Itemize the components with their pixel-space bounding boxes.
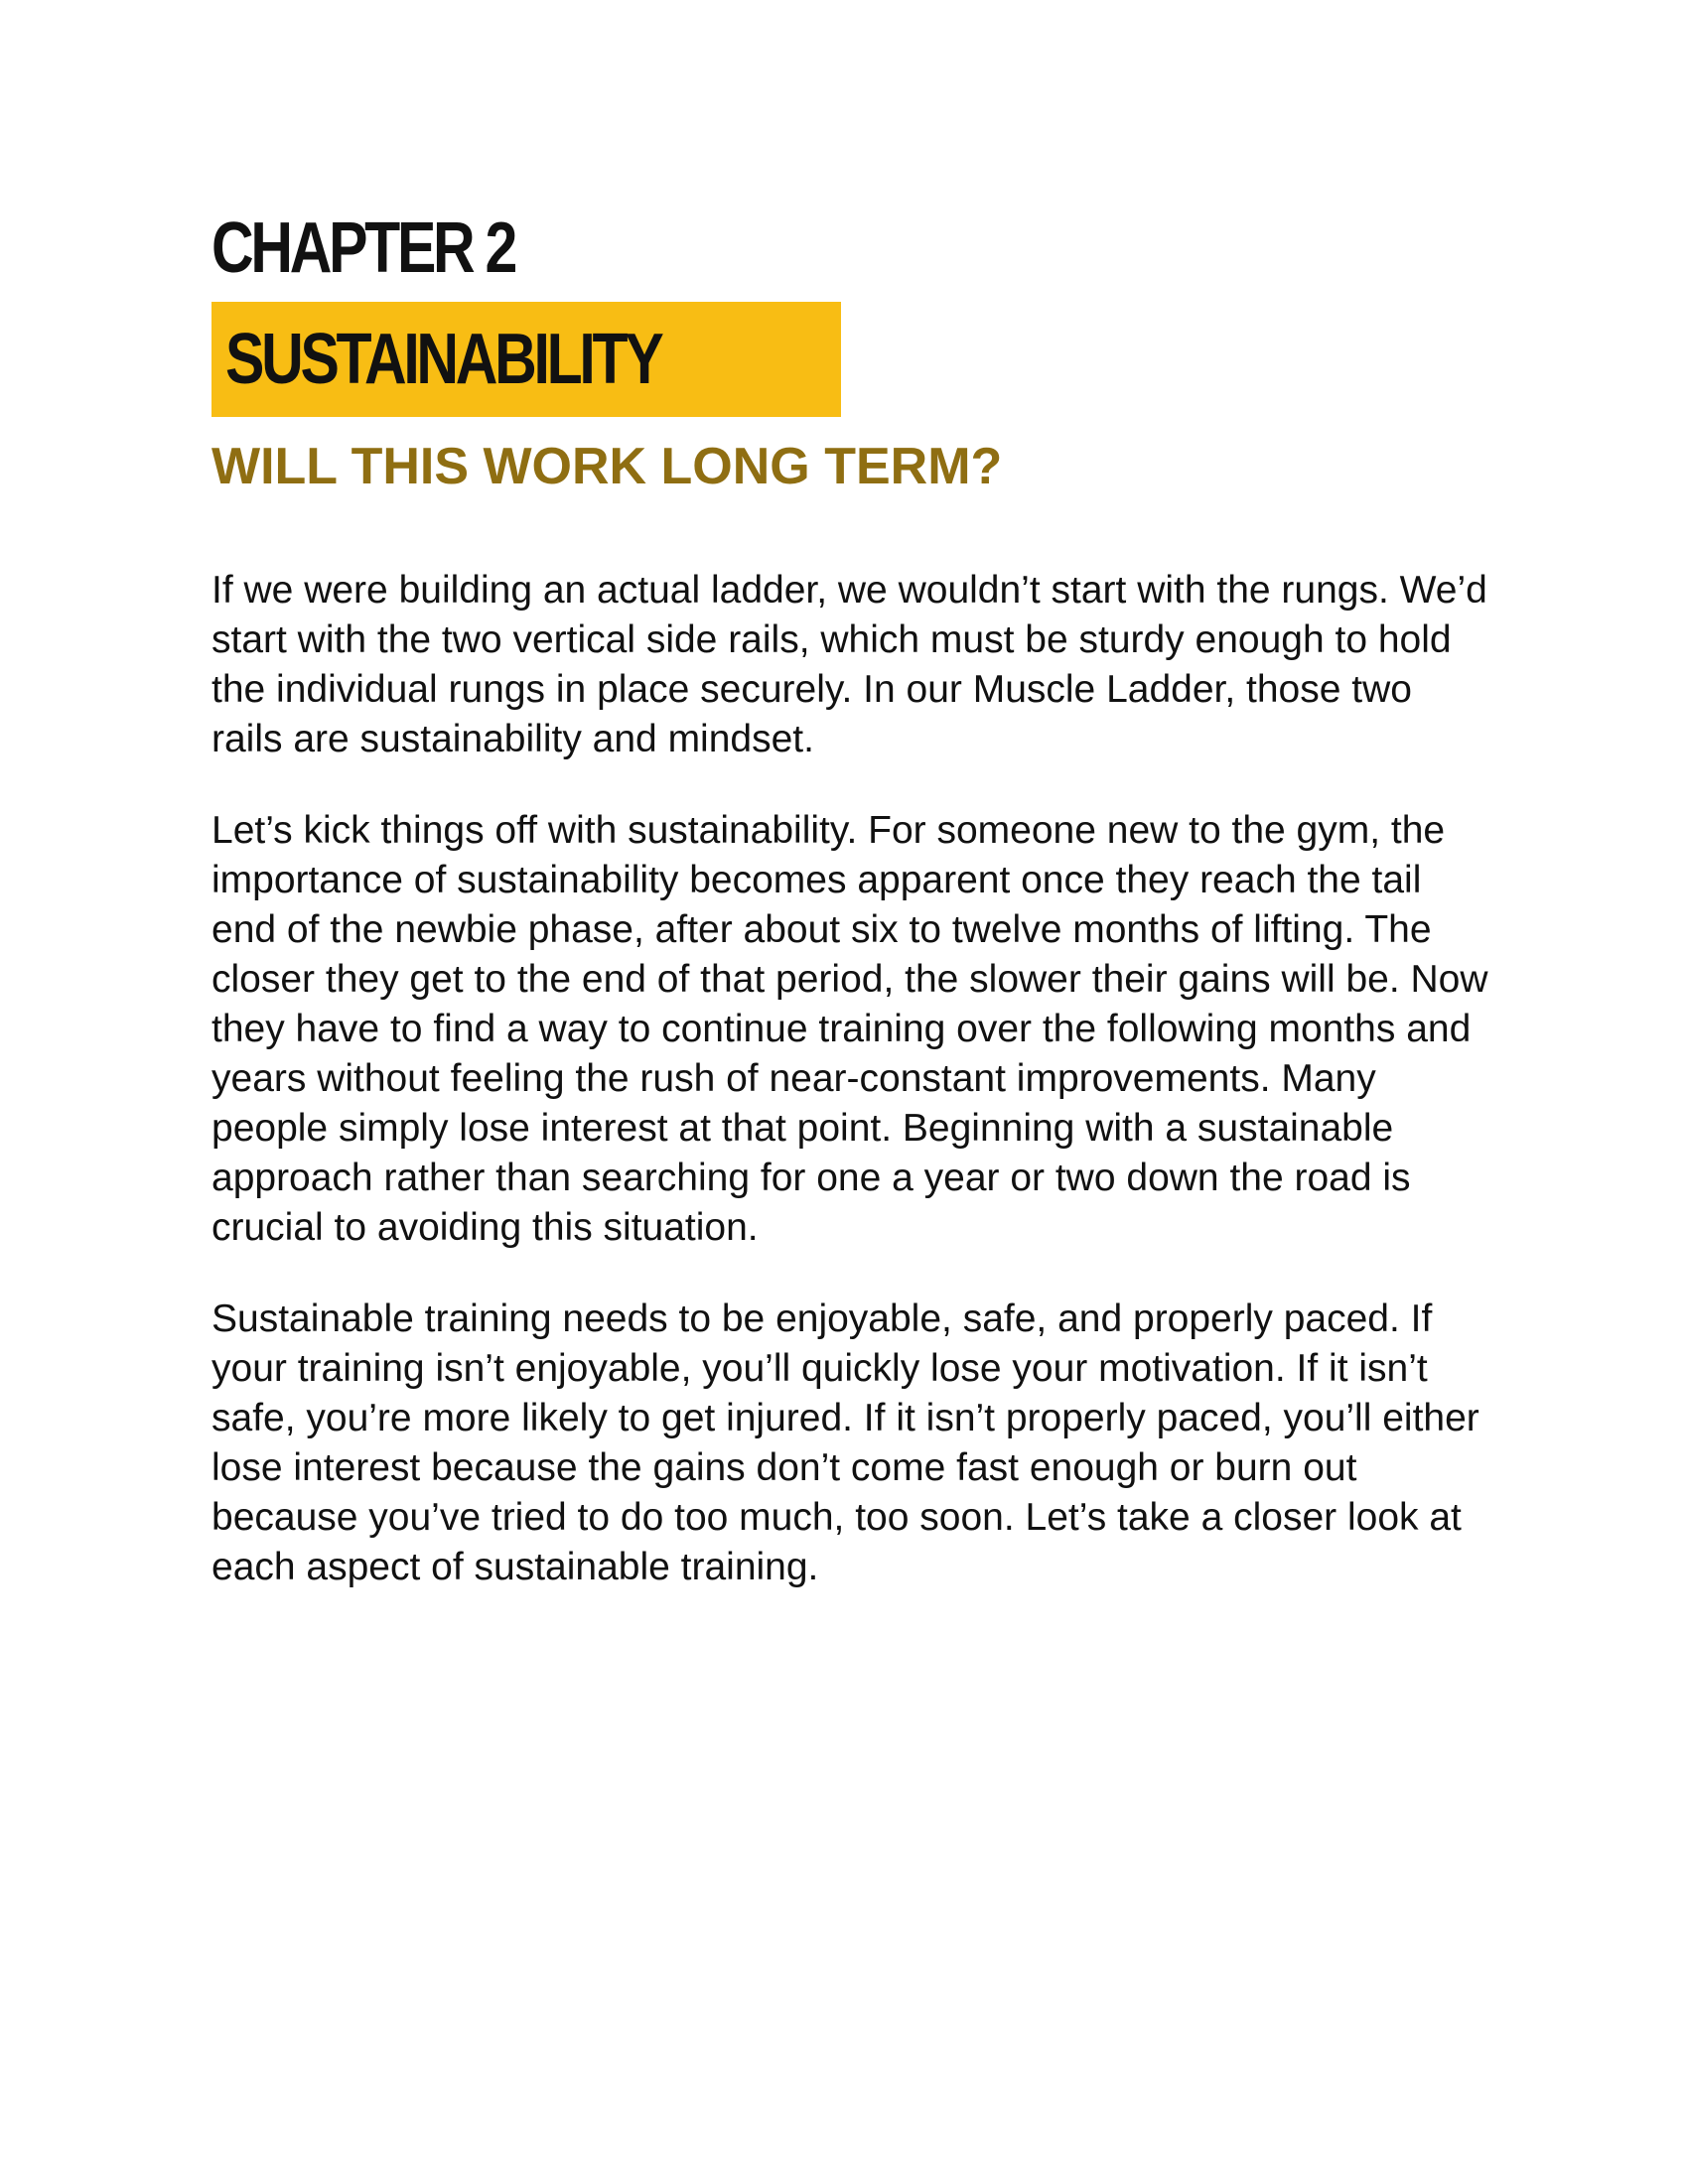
paragraph: If we were building an actual ladder, we wouldn’t start with the rungs. We’d start with the two vertical side rails, which must be sturdy enough to hold the individual rungs in place securely. In our Muscle Ladder, those two rails are sustainability and mindset. xyxy=(211,569,1487,760)
chapter-title: SUSTAINABILITY xyxy=(225,320,661,399)
chapter-number: CHAPTER 2 xyxy=(211,208,515,288)
body-text xyxy=(211,566,1492,1634)
paragraph: Let’s kick things off with sustainability. For someone new to the gym, the importance of sustainability becomes apparent once they reach the tail end of the newbie phase, after about six to twelve months of lifting. The closer they get to the end of that period, the slower their gains will be. Now they have to find a way to continue training over the following months and years without feeling the rush of near-constant improvements. Many people simply lose interest at that point. Beginning with a sustainable approach rather than searching for one a year or two down the road is crucial to avoiding this situation. xyxy=(211,809,1488,1249)
chapter-title-highlight xyxy=(211,302,841,417)
chapter-subtitle: WILL THIS WORK LONG TERM? xyxy=(211,438,1003,495)
paragraph: Sustainable training needs to be enjoyable, safe, and properly paced. If your training isn’t enjoyable, you’ll quickly lose your motivation. If it isn’t safe, you’re more likely to get injured. If it isn’t properly paced, you’ll either lose interest because the gains don’t come fast enough or burn out because you’ve tried to do too much, too soon. Let’s take a closer look at each aspect of sustainable training. xyxy=(211,1297,1479,1588)
